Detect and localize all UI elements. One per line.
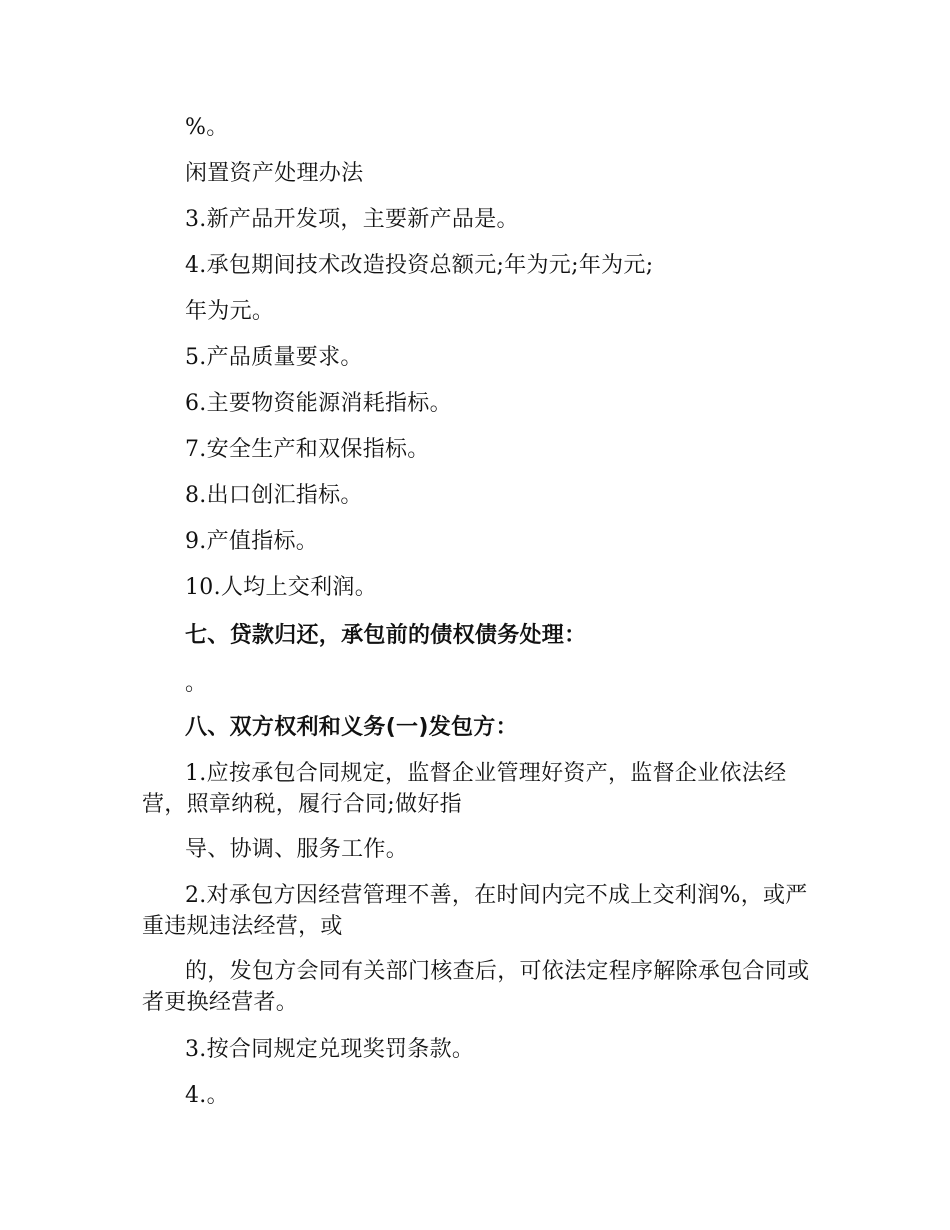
text-line-item-6: 6.主要物资能源消耗指标。 bbox=[185, 391, 452, 416]
section-7-body: 。 bbox=[185, 671, 208, 696]
text-line-item-5: 5.产品质量要求。 bbox=[185, 345, 363, 370]
section-8-item-4: 4.。 bbox=[185, 1083, 229, 1108]
section-7-heading: 七、贷款归还，承包前的债权债务处理： bbox=[185, 623, 587, 648]
text-line-item-4: 4.承包期间技术改造投资总额元;年为元;年为元; bbox=[185, 253, 654, 278]
text-line-item-4-cont: 年为元。 bbox=[185, 299, 275, 324]
text-line-percent: %。 bbox=[185, 115, 229, 140]
text-line-item-7: 7.安全生产和双保指标。 bbox=[185, 437, 430, 462]
text-line-item-9: 9.产值指标。 bbox=[185, 529, 319, 554]
section-8-item-1-cont: 导、协调、服务工作。 bbox=[185, 837, 409, 862]
section-8-item-2-cont: 的，发包方会同有关部门核查后，可依法定程序解除承包合同或者更换经营者。 bbox=[142, 959, 810, 1015]
text-line-idle-assets: 闲置资产处理办法 bbox=[185, 161, 364, 186]
section-8-item-3: 3.按合同规定兑现奖罚条款。 bbox=[185, 1037, 475, 1062]
section-8-item-1: 1.应按承包合同规定，监督企业管理好资产，监督企业依法经营，照章纳税，履行合同;做好指 bbox=[142, 761, 787, 817]
text-line-item-8: 8.出口创汇指标。 bbox=[185, 483, 363, 508]
text-line-item-10: 10.人均上交利润。 bbox=[185, 575, 377, 600]
section-8-item-2: 2.对承包方因经营管理不善，在时间内完不成上交利润%，或严重违规违法经营，或 bbox=[142, 883, 808, 939]
section-8-heading: 八、双方权利和义务(一)发包方： bbox=[185, 715, 518, 740]
text-line-item-3: 3.新产品开发项，主要新产品是。 bbox=[185, 207, 519, 232]
